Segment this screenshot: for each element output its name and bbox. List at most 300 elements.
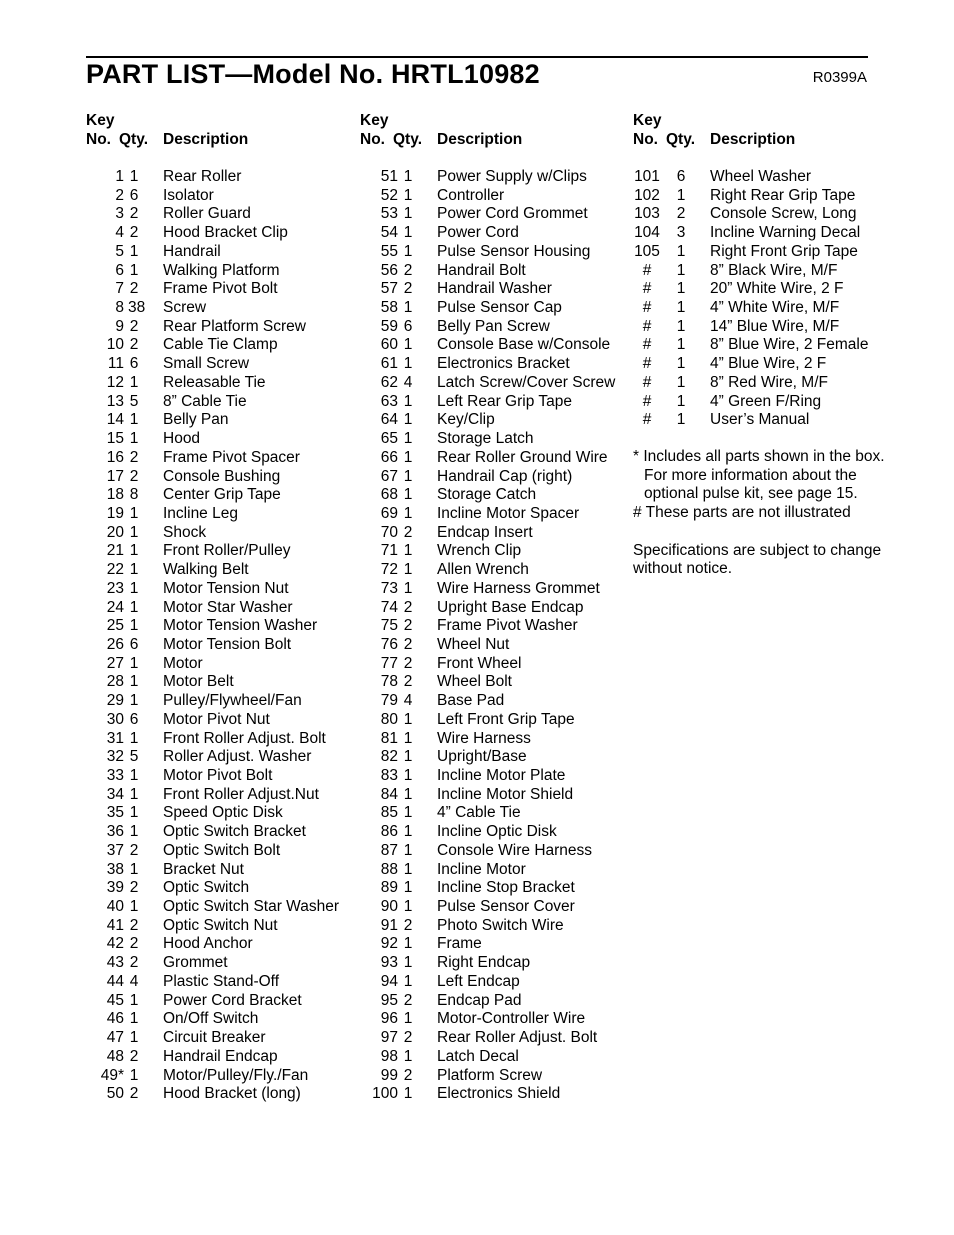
part-key-no: 7 — [115, 280, 124, 298]
table-row — [86, 804, 352, 823]
part-qty: 1 — [403, 205, 413, 223]
part-qty: 1 — [129, 654, 139, 672]
table-row — [360, 786, 626, 805]
parts-column-2 — [360, 112, 626, 1104]
part-key-no: 95 — [380, 991, 398, 1009]
part-key-no: 75 — [380, 617, 398, 635]
table-row — [360, 711, 626, 730]
part-key-no: 3 — [115, 205, 124, 223]
table-row — [86, 430, 352, 449]
header-no: No. — [360, 131, 385, 148]
part-description: 4” Cable Tie — [437, 804, 521, 822]
part-qty: 1 — [403, 355, 413, 373]
notes — [633, 448, 885, 579]
table-row — [360, 262, 626, 281]
part-key-no: 48 — [106, 1047, 124, 1065]
part-key-no: # — [642, 280, 652, 298]
part-qty: 1 — [129, 430, 139, 448]
part-qty: 1 — [403, 1010, 413, 1028]
table-row — [633, 280, 893, 299]
part-key-no: 42 — [106, 935, 124, 953]
part-description: Console Screw, Long — [710, 205, 857, 223]
header-qty: Qty. — [119, 131, 148, 148]
part-qty: 2 — [403, 916, 413, 934]
part-key-no: 80 — [380, 710, 398, 728]
table-row — [633, 318, 893, 337]
table-row — [86, 954, 352, 973]
part-qty: 6 — [676, 168, 686, 185]
table-row — [360, 992, 626, 1011]
part-key-no: 76 — [380, 635, 398, 653]
part-description: Front Roller Adjust.Nut — [163, 785, 319, 803]
part-qty: 2 — [129, 280, 139, 298]
table-row — [86, 748, 352, 767]
part-qty: 1 — [403, 729, 413, 747]
part-description: Front Roller/Pulley — [163, 542, 291, 560]
table-row — [360, 599, 626, 618]
part-key-no: 27 — [106, 654, 124, 672]
table-row — [86, 187, 352, 206]
part-qty: 2 — [403, 654, 413, 672]
part-description: Hood — [163, 430, 201, 448]
header-description: Description — [710, 131, 796, 148]
part-description: 8” Black Wire, M/F — [710, 261, 838, 279]
part-qty: 2 — [129, 1085, 139, 1103]
table-row — [633, 336, 893, 355]
part-qty: 1 — [129, 860, 139, 878]
part-qty: 6 — [129, 635, 139, 653]
table-row — [360, 168, 626, 187]
part-qty: 1 — [676, 280, 686, 298]
header-qty: Qty. — [666, 131, 695, 148]
table-row — [86, 224, 352, 243]
part-key-no: 102 — [634, 186, 660, 204]
table-row — [86, 243, 352, 262]
header-key: Key — [360, 112, 389, 129]
part-qty: 1 — [129, 598, 139, 616]
part-key-no: 90 — [380, 898, 398, 916]
part-description: Frame Pivot Washer — [437, 617, 578, 635]
part-description: Console Wire Harness — [437, 841, 593, 859]
part-description: Frame Pivot Spacer — [163, 448, 300, 466]
part-qty: 1 — [403, 242, 413, 260]
part-key-no: 51 — [380, 168, 398, 185]
table-row — [360, 1085, 626, 1104]
table-row — [86, 599, 352, 618]
part-description: Motor Belt — [163, 673, 234, 691]
part-description: Rear Roller Ground Wire — [437, 448, 608, 466]
part-key-no: # — [642, 373, 652, 391]
part-key-no: 30 — [106, 710, 124, 728]
page-title: PART LIST—Model No. HRTL10982 — [86, 59, 540, 89]
part-qty: 2 — [403, 991, 413, 1009]
table-row — [360, 617, 626, 636]
part-description: Handrail Bolt — [437, 261, 526, 279]
part-key-no: 68 — [380, 486, 398, 504]
part-qty: 2 — [403, 280, 413, 298]
part-key-no: 74 — [380, 598, 398, 616]
table-row — [86, 673, 352, 692]
part-key-no: 24 — [106, 598, 124, 616]
table-row — [360, 655, 626, 674]
part-key-no: 57 — [380, 280, 398, 298]
part-key-no: # — [642, 392, 652, 410]
table-row — [360, 205, 626, 224]
top-rule — [86, 56, 868, 58]
part-qty: 1 — [129, 785, 139, 803]
part-key-no: 35 — [106, 804, 124, 822]
part-description: Upright/Base — [437, 748, 527, 766]
column-header — [360, 112, 626, 168]
part-qty: 38 — [128, 299, 146, 317]
part-qty: 1 — [129, 823, 139, 841]
part-qty: 2 — [129, 336, 139, 354]
part-key-no: 71 — [380, 542, 398, 560]
part-key-no: 60 — [380, 336, 398, 354]
part-description: Platform Screw — [437, 1066, 543, 1084]
part-description: Motor-Controller Wire — [437, 1010, 586, 1028]
part-description: Belly Pan — [163, 411, 229, 429]
table-row — [360, 393, 626, 412]
part-key-no: 86 — [380, 823, 398, 841]
part-description: Power Cord — [437, 224, 519, 242]
table-row — [86, 730, 352, 749]
part-description: Endcap Pad — [437, 991, 522, 1009]
parts-column-1 — [86, 112, 352, 1104]
part-qty: 3 — [676, 224, 686, 242]
table-row — [360, 973, 626, 992]
part-description: Latch Decal — [437, 1047, 519, 1065]
table-row — [633, 299, 893, 318]
table-row — [360, 486, 626, 505]
note-asterisk-cont: optional pulse kit, see page 15. — [644, 485, 858, 503]
part-description: Pulse Sensor Cap — [437, 299, 562, 317]
part-qty: 2 — [129, 841, 139, 859]
part-qty: 1 — [129, 673, 139, 691]
part-key-no: 65 — [380, 430, 398, 448]
part-description: Front Wheel — [437, 654, 522, 672]
part-description: Handrail — [163, 242, 221, 260]
part-qty: 1 — [676, 261, 686, 279]
part-description: Latch Screw/Cover Screw — [437, 373, 616, 391]
part-key-no: 70 — [380, 523, 398, 541]
part-key-no: 62 — [380, 373, 398, 391]
part-qty: 1 — [403, 748, 413, 766]
part-description: Walking Belt — [163, 561, 249, 579]
part-description: On/Off Switch — [163, 1010, 259, 1028]
part-key-no: 55 — [380, 242, 398, 260]
header-qty: Qty. — [393, 131, 422, 148]
part-key-no: 18 — [106, 486, 124, 504]
table-row — [360, 542, 626, 561]
part-key-no: 33 — [106, 767, 124, 784]
table-row — [86, 280, 352, 299]
table-row — [86, 318, 352, 337]
part-description: Motor/Pulley/Fly./Fan — [163, 1066, 309, 1084]
part-qty: 6 — [403, 317, 413, 335]
table-row — [360, 524, 626, 543]
part-description: Handrail Washer — [437, 280, 552, 298]
part-key-no: 96 — [380, 1010, 398, 1028]
part-description: Base Pad — [437, 692, 505, 710]
table-row — [360, 636, 626, 655]
part-qty: 1 — [129, 542, 139, 560]
document-code: R0399A — [812, 69, 867, 86]
table-row — [86, 636, 352, 655]
part-qty: 1 — [403, 954, 413, 972]
part-qty: 1 — [403, 336, 413, 354]
part-qty: 1 — [403, 430, 413, 448]
part-qty: 2 — [403, 598, 413, 616]
table-row — [86, 1048, 352, 1067]
part-description: Center Grip Tape — [163, 486, 281, 504]
part-key-no: 4 — [115, 224, 124, 242]
part-qty: 8 — [129, 486, 139, 504]
part-qty: 1 — [403, 168, 413, 185]
part-key-no: 82 — [380, 748, 398, 766]
table-row — [86, 262, 352, 281]
table-row — [86, 767, 352, 786]
part-key-no: 6 — [115, 261, 124, 279]
table-row — [86, 449, 352, 468]
part-qty: 2 — [403, 261, 413, 279]
table-row — [633, 243, 893, 262]
table-row — [360, 411, 626, 430]
part-description: Releasable Tie — [163, 373, 266, 391]
note-asterisk: * Includes all parts shown in the box. — [633, 448, 885, 465]
part-key-no: 41 — [106, 916, 124, 934]
part-description: User’s Manual — [710, 411, 810, 429]
table-row — [360, 505, 626, 524]
part-key-no: 29 — [106, 692, 124, 710]
table-row — [633, 224, 893, 243]
part-qty: 1 — [403, 785, 413, 803]
table-row — [360, 748, 626, 767]
part-qty: 1 — [403, 542, 413, 560]
part-qty: 1 — [129, 1029, 139, 1047]
part-key-no: 89 — [380, 879, 398, 897]
part-key-no: 77 — [380, 654, 398, 672]
part-description: Motor Tension Nut — [163, 579, 289, 597]
table-row — [360, 430, 626, 449]
part-qty: 1 — [676, 186, 686, 204]
part-key-no: 1 — [115, 168, 124, 185]
part-description: Right Front Grip Tape — [710, 242, 858, 260]
table-row — [360, 374, 626, 393]
note-asterisk-cont: For more information about the — [644, 466, 857, 484]
part-qty: 6 — [129, 186, 139, 204]
part-description: Wheel Washer — [710, 168, 812, 185]
table-row — [633, 355, 893, 374]
part-qty: 1 — [403, 486, 413, 504]
part-qty: 1 — [403, 841, 413, 859]
part-qty: 1 — [129, 729, 139, 747]
part-key-no: 63 — [380, 392, 398, 410]
part-description: Electronics Shield — [437, 1085, 561, 1103]
part-qty: 1 — [403, 823, 413, 841]
part-qty: 1 — [129, 373, 139, 391]
header-key: Key — [86, 112, 115, 129]
part-key-no: 10 — [106, 336, 124, 354]
part-description: Allen Wrench — [437, 561, 529, 579]
part-description: Pulley/Flywheel/Fan — [163, 692, 302, 710]
table-row — [86, 542, 352, 561]
part-qty: 2 — [403, 673, 413, 691]
table-row — [86, 1085, 352, 1104]
part-description: Right Endcap — [437, 954, 531, 972]
table-row — [86, 861, 352, 880]
part-key-no: 28 — [106, 673, 124, 691]
part-qty: 1 — [676, 336, 686, 354]
part-description: Wire Harness — [437, 729, 531, 747]
table-row — [86, 1067, 352, 1086]
part-key-no: 26 — [106, 635, 124, 653]
part-description: Motor Pivot Bolt — [163, 767, 273, 784]
part-description: Motor — [163, 654, 203, 672]
part-qty: 1 — [129, 804, 139, 822]
table-row — [360, 1067, 626, 1086]
part-description: Rear Platform Screw — [163, 317, 306, 335]
part-description: Pulse Sensor Cover — [437, 898, 575, 916]
note-specs: Specifications are subject to change — [633, 541, 882, 559]
part-key-no: 21 — [106, 542, 124, 560]
part-description: Right Rear Grip Tape — [710, 186, 856, 204]
part-qty: 1 — [403, 935, 413, 953]
table-row — [360, 692, 626, 711]
part-description: Incline Leg — [163, 504, 238, 522]
part-key-no: 34 — [106, 785, 124, 803]
part-qty: 1 — [403, 579, 413, 597]
part-qty: 5 — [129, 392, 139, 410]
table-row — [86, 992, 352, 1011]
part-description: Hood Bracket Clip — [163, 224, 288, 242]
part-qty: 1 — [403, 898, 413, 916]
part-key-no: 47 — [106, 1029, 124, 1047]
part-description: Upright Base Endcap — [437, 598, 584, 616]
part-description: Key/Clip — [437, 411, 495, 429]
part-qty: 1 — [676, 355, 686, 373]
part-key-no: 37 — [106, 841, 124, 859]
part-qty: 2 — [129, 205, 139, 223]
part-key-no: 23 — [106, 579, 124, 597]
part-qty: 6 — [129, 710, 139, 728]
part-key-no: 22 — [106, 561, 124, 579]
part-description: Incline Motor Shield — [437, 785, 574, 803]
part-description: Isolator — [163, 186, 214, 204]
part-description: 4” White Wire, M/F — [710, 299, 840, 317]
part-qty: 1 — [403, 1085, 413, 1103]
part-description: Hood Bracket (long) — [163, 1085, 301, 1103]
part-key-no: 105 — [634, 242, 660, 260]
part-description: Rear Roller Adjust. Bolt — [437, 1029, 598, 1047]
part-description: Frame Pivot Bolt — [163, 280, 278, 298]
table-row — [86, 205, 352, 224]
part-description: Optic Switch Nut — [163, 916, 278, 934]
table-row — [633, 393, 893, 412]
part-description: Screw — [163, 299, 207, 317]
table-row — [633, 262, 893, 281]
part-key-no: 85 — [380, 804, 398, 822]
part-key-no: 92 — [380, 935, 398, 953]
note-specs-cont: without notice. — [633, 560, 733, 578]
part-description: Motor Pivot Nut — [163, 710, 270, 728]
table-row — [633, 168, 893, 187]
part-key-no: 50 — [106, 1085, 124, 1103]
part-description: Left Front Grip Tape — [437, 710, 575, 728]
table-row — [360, 449, 626, 468]
part-qty: 1 — [403, 767, 413, 784]
part-qty: 2 — [403, 1066, 413, 1084]
table-row — [86, 374, 352, 393]
part-qty: 1 — [403, 467, 413, 485]
part-qty: 2 — [129, 954, 139, 972]
part-key-no: # — [642, 411, 652, 429]
header-no: No. — [86, 131, 111, 148]
table-row — [86, 898, 352, 917]
table-row — [360, 336, 626, 355]
part-key-no: 20 — [106, 523, 124, 541]
table-row — [360, 823, 626, 842]
table-row — [360, 224, 626, 243]
part-qty: 1 — [403, 448, 413, 466]
part-key-no: 88 — [380, 860, 398, 878]
part-description: Roller Adjust. Washer — [163, 748, 312, 766]
table-row — [86, 299, 352, 318]
parts-list — [633, 168, 893, 430]
part-qty: 1 — [403, 186, 413, 204]
part-qty: 1 — [129, 261, 139, 279]
part-qty: 2 — [129, 879, 139, 897]
part-qty: 1 — [403, 1047, 413, 1065]
table-row — [86, 168, 352, 187]
header-description: Description — [163, 131, 249, 148]
part-qty: 2 — [676, 205, 686, 223]
part-qty: 1 — [676, 392, 686, 410]
note-spacer — [633, 523, 885, 542]
part-description: Grommet — [163, 954, 228, 972]
part-key-no: 87 — [380, 841, 398, 859]
table-row — [86, 786, 352, 805]
part-qty: 1 — [403, 299, 413, 317]
part-description: Left Rear Grip Tape — [437, 392, 572, 410]
part-description: Incline Stop Bracket — [437, 879, 575, 897]
table-row — [360, 318, 626, 337]
part-description: Optic Switch Star Washer — [163, 898, 340, 916]
part-description: Walking Platform — [163, 261, 280, 279]
part-qty: 1 — [129, 991, 139, 1009]
part-description: Power Cord Grommet — [437, 205, 588, 223]
part-description: Handrail Cap (right) — [437, 467, 573, 485]
part-key-no: # — [642, 299, 652, 317]
part-key-no: 15 — [106, 430, 124, 448]
part-qty: 1 — [403, 972, 413, 990]
table-row — [86, 917, 352, 936]
part-description: Hood Anchor — [163, 935, 253, 953]
part-qty: 1 — [129, 617, 139, 635]
part-key-no: 78 — [380, 673, 398, 691]
part-key-no: 17 — [106, 467, 124, 485]
part-description: Incline Motor Spacer — [437, 504, 580, 522]
table-row — [360, 580, 626, 599]
table-row — [360, 842, 626, 861]
part-qty: 2 — [129, 448, 139, 466]
part-qty: 1 — [403, 879, 413, 897]
part-qty: 1 — [403, 392, 413, 410]
part-qty: 2 — [403, 635, 413, 653]
parts-list — [360, 168, 626, 1104]
part-description: Storage Catch — [437, 486, 537, 504]
part-description: 20” White Wire, 2 F — [710, 280, 844, 298]
